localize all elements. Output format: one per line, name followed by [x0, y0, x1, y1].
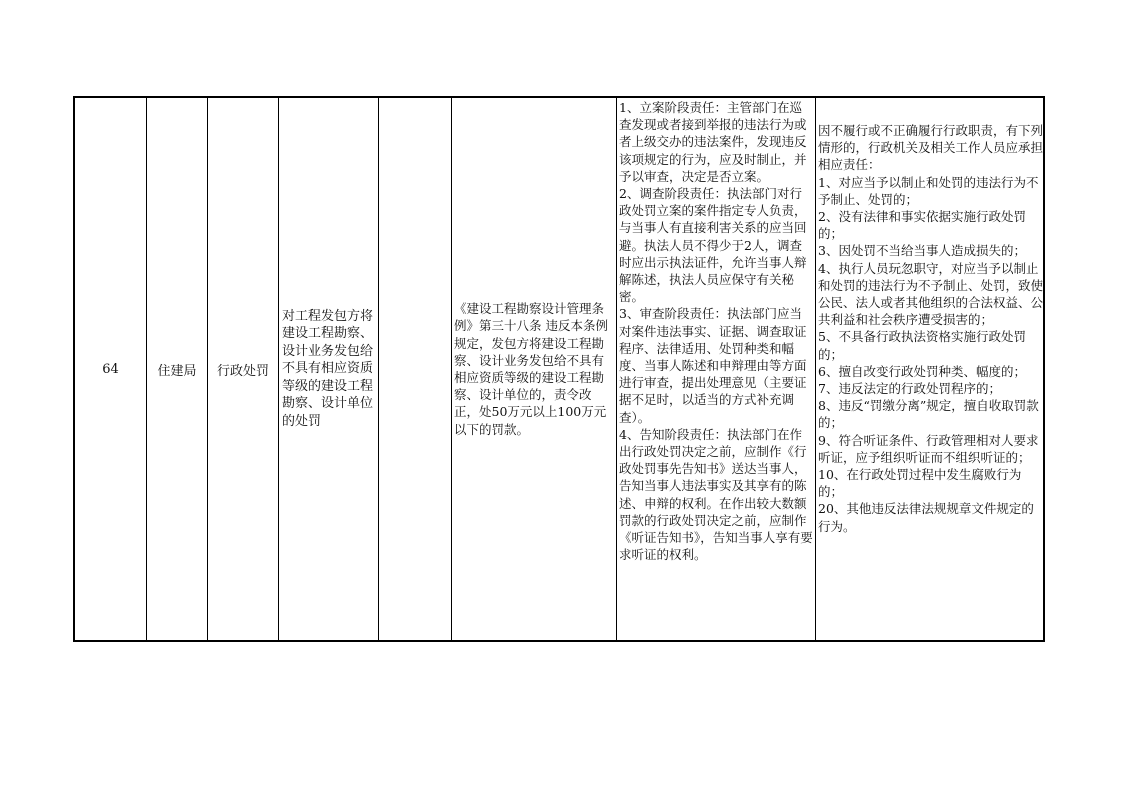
accountability-item: 7、违反法定的行政处罚程序的；	[818, 381, 1001, 397]
department: 住建局	[157, 363, 197, 379]
accountability-item: 因不履行或不正确履行行政职责，有下列情形的，行政机关及相关工作人员应承担相应责任：	[818, 123, 1044, 173]
accountability-item: 5、不具备行政执法资格实施行政处罚的；	[818, 329, 1026, 362]
responsibility-item: 3、审查阶段责任：执法部门应当对案件违法事实、证据、调查取证程序、法律适用、处罚种类和幅度、当事人陈述和申辩理由等方面进行审查，提出处理意见（主要证据不足时，以适当的方式补充调查）。	[619, 306, 807, 425]
department-cell	[147, 98, 208, 640]
accountability-item: 8、违反“罚缴分离”规定，擅自收取罚款的；	[818, 398, 1039, 431]
accountability-cell	[816, 98, 1045, 640]
category-cell	[208, 98, 279, 640]
accountability-item: 9、符合听证条件、行政管理相对人要求听证，应予组织听证而不组织听证的；	[818, 432, 1039, 465]
accountability-item: 2、没有法律和事实依据实施行政处罚的；	[818, 209, 1026, 242]
accountability-item: 10、在行政处罚过程中发生腐败行为的；	[818, 467, 1022, 500]
responsibility-item: 1、立案阶段责任：主管部门在巡查发现或者接到举报的违法行为或者上级交办的违法案件，发现违反该项规定的行为，应及时制止，并予以审查，决定是否立案。	[619, 100, 807, 184]
accountability-item: 3、因处罚不当给当事人造成损失的；	[818, 243, 1026, 259]
legal-basis: 《建设工程勘察设计管理条例》第三十八条 违反本条例规定，发包方将建设工程勘察、设计业务发包给不具有相应资质等级的建设工程勘察、设计单位的，责令改正，处50万元以上100万元以下的罚款。	[454, 301, 608, 437]
responsibility-item: 4、告知阶段责任：执法部门在作出行政处罚决定之前，应制作《行政处罚事先告知书》送达当事人，告知当事人违法事实及其享有的陈述、申辩的权利。在作出较大数额罚款的行政处罚决定之前，应制作《听证告知书》，告知当事人享有要求听证的权利。	[619, 426, 813, 563]
category: 行政处罚	[216, 363, 269, 379]
accountability-item: 6、擅自改变行政处罚种类、幅度的；	[818, 363, 1026, 379]
accountability-item: 20、其他违反法律法规规章文件规定的行为。	[818, 501, 1034, 534]
accountability-item: 1、对应当予以制止和处罚的违法行为不予制止、处罚的；	[818, 174, 1039, 207]
item-cell	[279, 98, 379, 640]
subitem-cell	[379, 98, 452, 640]
power-list-table	[73, 96, 1045, 642]
row-number: 64	[102, 361, 119, 377]
legal-basis-cell	[452, 98, 617, 640]
responsibility-item: 2、调查阶段责任：执法部门对行政处罚立案的案件指定专人负责，与当事人有直接利害关系的应当回避。执法人员不得少于2人，调查时应出示执法证件，允许当事人辩解陈述，执法人员应保守有关秘密。	[619, 186, 807, 305]
responsibility-list	[617, 99, 815, 563]
accountability-list	[816, 122, 1045, 535]
responsibility-cell	[617, 98, 816, 640]
row-number-cell	[75, 98, 147, 640]
item-name: 对工程发包方将建设工程勘察、设计业务发包给不具有相应资质等级的建设工程勘察、设计单位的处罚	[282, 308, 374, 429]
accountability-item: 4、执行人员玩忽职守，对应当予以制止和处罚的违法行为不予制止、处罚，致使公民、法人或者其他组织的合法权益、公共利益和社会秩序遭受损害的；	[818, 260, 1044, 328]
